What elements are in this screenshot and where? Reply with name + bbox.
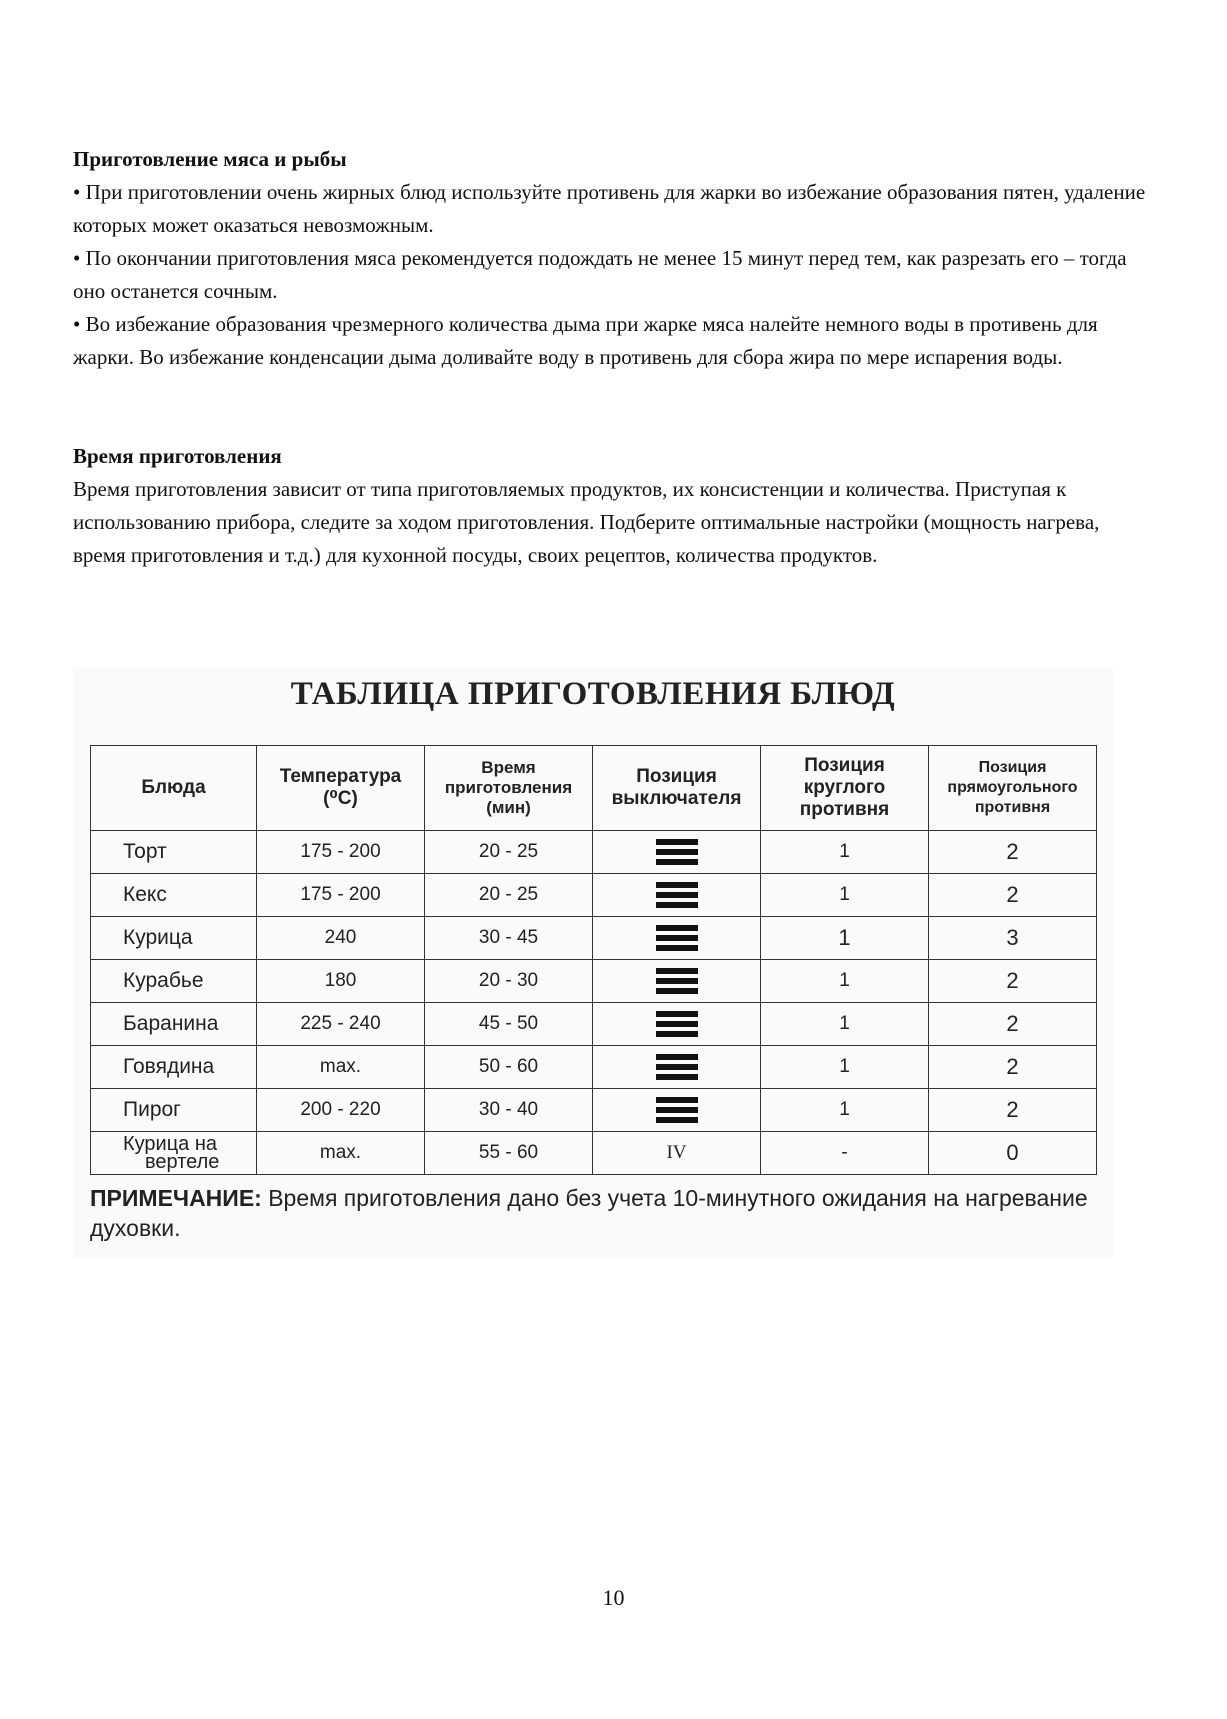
table-row <box>91 1089 1097 1132</box>
cooking-table <box>90 745 1097 1175</box>
cell-temperature: 180 <box>257 960 425 1003</box>
bars-icon <box>656 1093 698 1127</box>
section-title: Время приготовления <box>73 444 282 468</box>
cell-switch <box>593 1089 761 1132</box>
note-text: Время приготовления дано без учета 10-минутного ожидания на нагревание духовки. <box>90 1185 1088 1241</box>
page-number: 10 <box>602 1585 625 1610</box>
paragraph: • По окончании приготовления мяса рекомендуется подождать не менее 15 минут перед тем, как разрезать его – тогда оно останется сочным. <box>73 246 1127 303</box>
cell-rect-tray: 0 <box>929 1132 1097 1175</box>
cell-temperature: 225 - 240 <box>257 1003 425 1046</box>
bars-icon <box>656 1050 698 1084</box>
cell-switch <box>593 1046 761 1089</box>
cell-switch <box>593 831 761 874</box>
cell-rect-tray: 2 <box>929 1089 1097 1132</box>
table-header-row <box>91 746 1097 831</box>
cell-temperature: max. <box>257 1046 425 1089</box>
cell-rect-tray: 2 <box>929 960 1097 1003</box>
cell-dish: Торт <box>91 831 257 874</box>
table-title: ТАБЛИЦА ПРИГОТОВЛЕНИЯ БЛЮД <box>290 676 896 712</box>
header-dish: Блюда <box>91 746 257 831</box>
cell-time: 50 - 60 <box>425 1046 593 1089</box>
header-switch-position: Позиция выключателя <box>593 746 761 831</box>
cell-switch: IV <box>593 1132 761 1175</box>
cell-temperature: max. <box>257 1132 425 1175</box>
bars-icon <box>656 921 698 955</box>
cell-round-tray: 1 <box>761 874 929 917</box>
cell-round-tray: 1 <box>761 1046 929 1089</box>
cell-round-tray: 1 <box>761 960 929 1003</box>
header-round-tray: Позиция круглого противня <box>761 746 929 831</box>
cell-dish: Баранина <box>91 1003 257 1046</box>
section-meat-fish <box>73 143 1153 374</box>
cell-temperature: 175 - 200 <box>257 874 425 917</box>
cell-round-tray: 1 <box>761 917 929 960</box>
header-rect-tray: Позиция прямоугольного противня <box>929 746 1097 831</box>
cell-temperature: 200 - 220 <box>257 1089 425 1132</box>
cell-dish: Пирог <box>91 1089 257 1132</box>
paragraph: • При приготовлении очень жирных блюд используйте противень для жарки во избежание образования пятен, удаление которых может оказаться невозможным. <box>73 180 1146 237</box>
cell-dish: Говядина <box>91 1046 257 1089</box>
note-label: ПРИМЕЧАНИЕ: <box>90 1185 262 1211</box>
cell-temperature: 240 <box>257 917 425 960</box>
table-row <box>91 1046 1097 1089</box>
cell-time: 45 - 50 <box>425 1003 593 1046</box>
bars-icon <box>656 835 698 869</box>
section-cooking-time <box>73 440 1153 572</box>
paragraph: Время приготовления зависит от типа приготовляемых продуктов, их консистенции и количества. Приступая к использованию прибора, следите за ходом приготовления. Подберите оптимальные настройки (мощность нагрева, время приготовления и т.д.) для кухонной посуды, своих рецептов, количества продуктов. <box>73 477 1100 567</box>
cell-round-tray: 1 <box>761 1003 929 1046</box>
cell-rect-tray: 2 <box>929 831 1097 874</box>
cell-time: 20 - 25 <box>425 831 593 874</box>
cell-dish: Курица на вертеле <box>91 1132 257 1175</box>
cell-dish: Кекс <box>91 874 257 917</box>
paragraph: • Во избежание образования чрезмерного количества дыма при жарке мяса налейте немного воды в противень для жарки. Во избежание конденсации дыма доливайте воду в противень для сбора жира по мере испарения воды. <box>73 312 1098 369</box>
table-row <box>91 1132 1097 1175</box>
table-row <box>91 1003 1097 1046</box>
cell-rect-tray: 2 <box>929 1003 1097 1046</box>
table-row <box>91 960 1097 1003</box>
bars-icon <box>656 1007 698 1041</box>
table-row <box>91 874 1097 917</box>
cell-temperature: 175 - 200 <box>257 831 425 874</box>
cell-rect-tray: 2 <box>929 1046 1097 1089</box>
cell-rect-tray: 2 <box>929 874 1097 917</box>
cell-rect-tray: 3 <box>929 917 1097 960</box>
table-row <box>91 831 1097 874</box>
cell-round-tray: - <box>761 1132 929 1175</box>
cell-switch <box>593 874 761 917</box>
bars-icon <box>656 878 698 912</box>
bars-icon <box>656 964 698 998</box>
cell-switch <box>593 917 761 960</box>
cooking-table-figure <box>73 668 1113 1258</box>
cell-time: 20 - 30 <box>425 960 593 1003</box>
cell-time: 30 - 40 <box>425 1089 593 1132</box>
cell-switch <box>593 960 761 1003</box>
table-row <box>91 917 1097 960</box>
header-time: Время приготовления (мин) <box>425 746 593 831</box>
cell-dish: Курабье <box>91 960 257 1003</box>
cell-round-tray: 1 <box>761 831 929 874</box>
cell-time: 30 - 45 <box>425 917 593 960</box>
cell-round-tray: 1 <box>761 1089 929 1132</box>
cell-time: 55 - 60 <box>425 1132 593 1175</box>
cell-switch <box>593 1003 761 1046</box>
section-title: Приготовление мяса и рыбы <box>73 147 347 171</box>
table-note <box>90 1183 1100 1243</box>
cell-time: 20 - 25 <box>425 874 593 917</box>
header-temperature: Температура (⁰С) <box>257 746 425 831</box>
cell-dish: Курица <box>91 917 257 960</box>
